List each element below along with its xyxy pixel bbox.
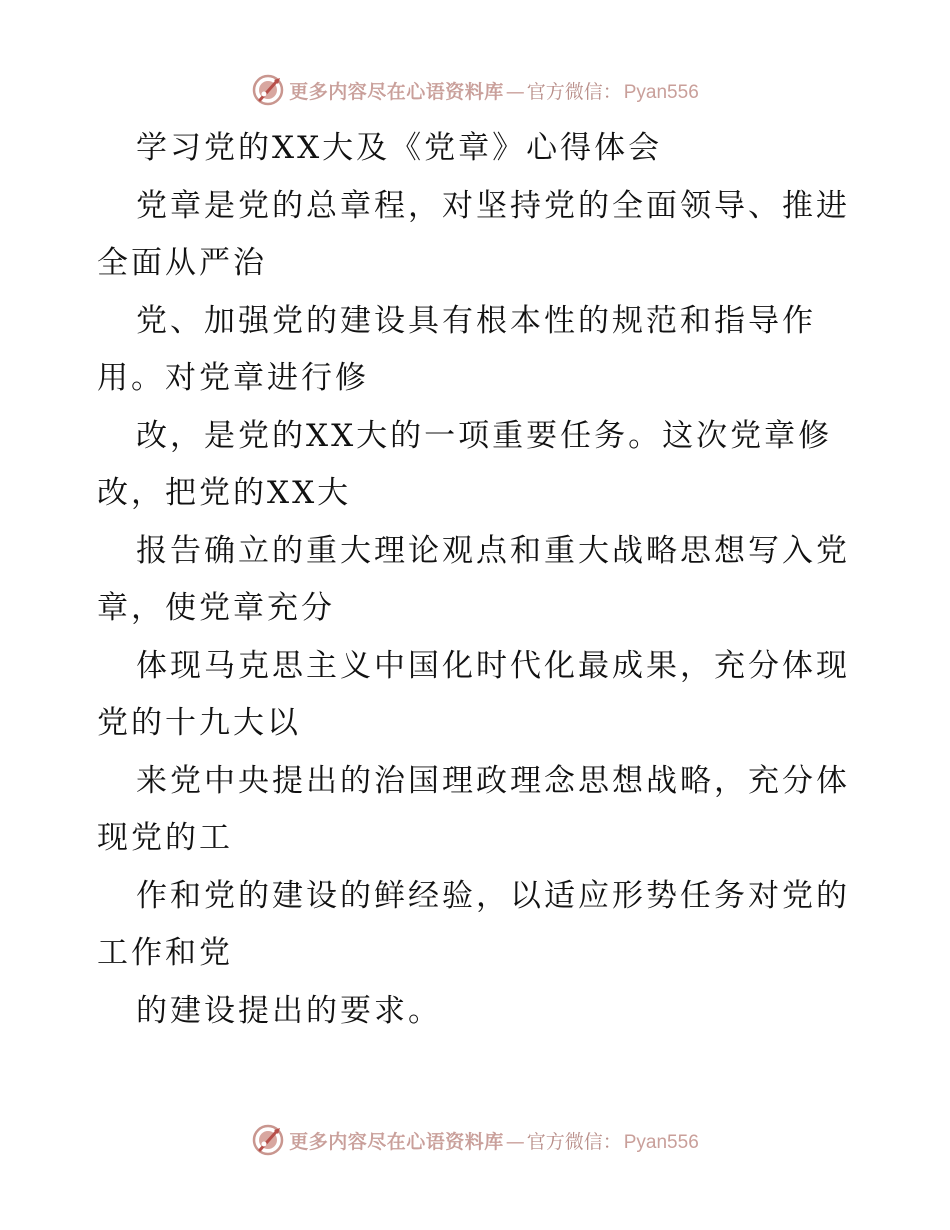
watermark-main-text: 更多内容尽在心语资料库: [289, 80, 504, 103]
paragraph-line: 党的十九大以: [97, 705, 301, 741]
paragraph-line: 章，使党章充分: [97, 590, 335, 626]
watermark-separator: —: [505, 80, 525, 103]
watermark-label: 官方微信：: [526, 80, 622, 103]
footer-watermark: [0, 1120, 950, 1160]
watermark-wechat-id: Pyan556: [623, 81, 699, 103]
paragraph-line: 改，是党的XX大的一项重要任务。这次党章修: [136, 418, 833, 454]
paragraph-line: 工作和党: [97, 935, 233, 971]
document-title: 学习党的XX大及《党章》心得体会: [136, 130, 663, 166]
paragraph-line: 现党的工: [97, 820, 233, 856]
watermark-wechat-id: Pyan556: [623, 1131, 699, 1153]
paragraph-line: 作和党的建设的鲜经验，以适应形势任务对党的: [136, 878, 850, 914]
seal-logo-icon: [251, 1123, 285, 1157]
watermark-separator: —: [505, 1130, 525, 1153]
paragraph-line: 党、加强党的建设具有根本性的规范和指导作: [136, 303, 816, 339]
paragraph-line: 来党中央提出的治国理政理念思想战略，充分体: [136, 763, 850, 799]
paragraph-line: 党章是党的总章程，对坚持党的全面领导、推进: [136, 188, 850, 224]
paragraph-line: 全面从严治: [97, 245, 267, 281]
paragraph-line: 改，把党的XX大: [97, 475, 352, 511]
watermark-label: 官方微信：: [526, 1130, 622, 1153]
paragraph-line: 的建设提出的要求。: [136, 993, 442, 1029]
paragraph-line: 体现马克思主义中国化时代化最成果，充分体现: [136, 648, 850, 684]
paragraph-line: 报告确立的重大理论观点和重大战略思想写入党: [136, 533, 850, 569]
watermark-main-text: 更多内容尽在心语资料库: [289, 1130, 504, 1153]
paragraph-line: 用。对党章进行修: [97, 360, 369, 396]
